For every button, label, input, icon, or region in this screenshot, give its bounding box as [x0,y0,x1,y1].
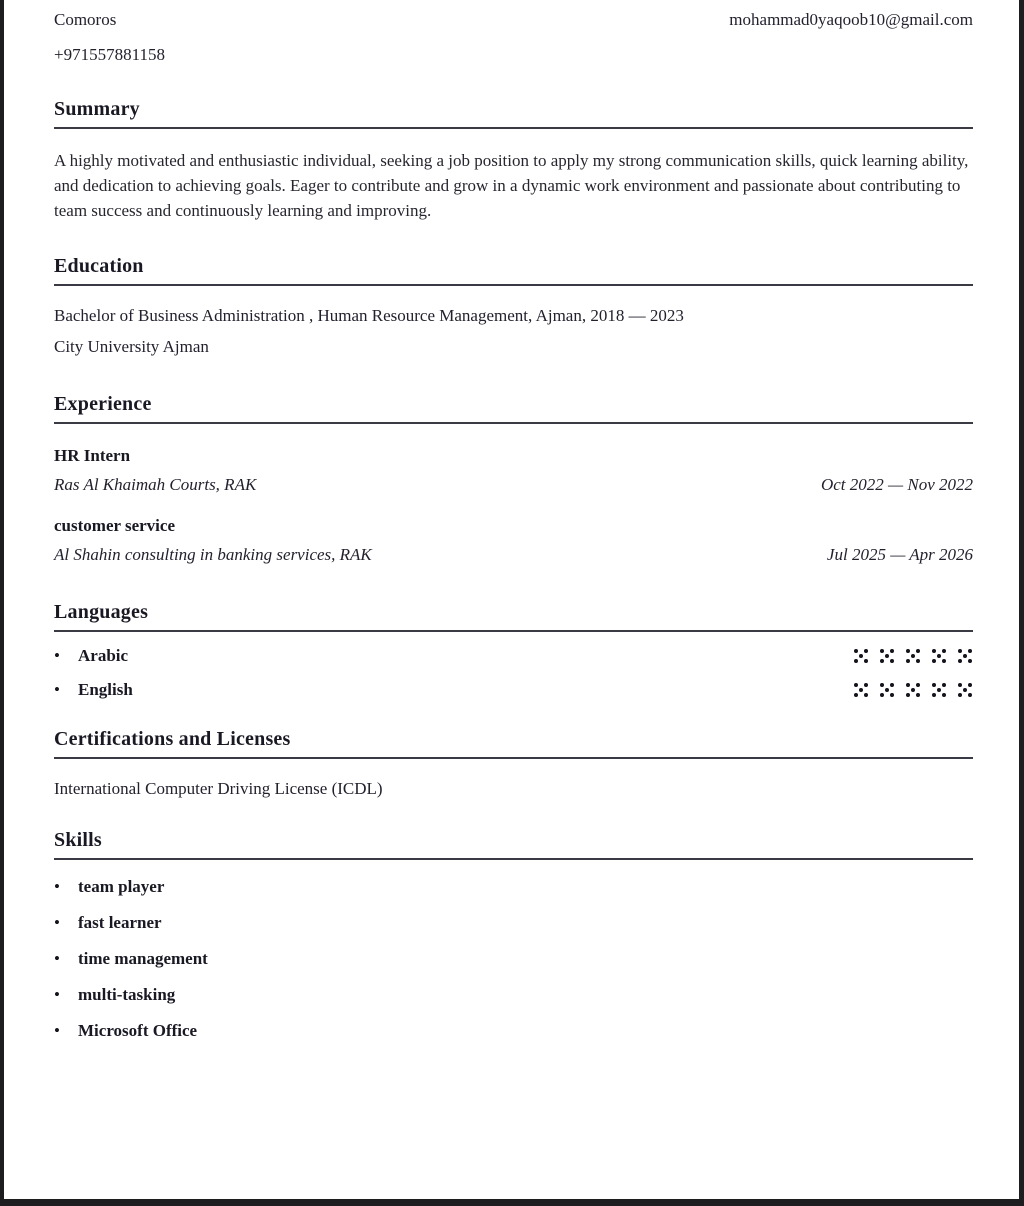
experience-item [54,516,973,565]
skill-label: team player [78,877,165,896]
experience-detail-row [54,475,973,495]
bullet-icon [54,1021,78,1041]
skill-item [54,1021,973,1041]
experience-dates: Jul 2025 — Apr 2026 [826,545,973,564]
section-title-skills: Skills [54,829,973,860]
contact-row [54,10,973,30]
rating-dot-cluster-icon [852,648,869,665]
language-name: Arabic [78,646,129,665]
skill-item [54,949,973,969]
certification-text: International Computer Driving License (ICDL) [54,779,383,798]
section-title-certifications: Certifications and Licenses [54,728,973,759]
section-title-education: Education [54,255,973,286]
section-title-experience: Experience [54,393,973,424]
bullet-icon [54,646,78,666]
skills-list [54,877,973,1041]
rating-dot-cluster-icon [878,682,895,699]
contact-email: mohammad0yaqoob10@gmail.com [729,10,973,29]
skill-label: fast learner [78,913,162,932]
contact-phone: +971557881158 [54,45,165,64]
language-item [54,646,973,666]
rating-dot-cluster-icon [878,648,895,665]
experience-org: Ras Al Khaimah Courts, RAK [54,475,257,494]
contact-location: Comoros [54,10,117,29]
education-school: City University Ajman [54,337,209,356]
skill-label: Microsoft Office [78,1021,198,1040]
viewer-edge-bottom [0,1199,1024,1206]
rating-dot-cluster-icon [956,682,973,699]
experience-detail-row [54,545,973,565]
language-rating [843,648,973,665]
experience-role: HR Intern [54,446,131,465]
viewer-edge-right [1019,0,1024,1206]
bullet-icon [54,913,78,933]
section-title-languages: Languages [54,601,973,632]
skill-label: multi-tasking [78,985,176,1004]
rating-dot-cluster-icon [956,648,973,665]
viewer-edge-left [0,0,4,1206]
rating-dot-cluster-icon [930,648,947,665]
experience-item [54,446,973,495]
language-item [54,680,973,700]
experience-org: Al Shahin consulting in banking services, RAK [54,545,372,564]
education-degree-line: Bachelor of Business Administration , Human Resource Management, Ajman, 2018 — 2023 [54,306,684,325]
language-name: English [78,680,133,699]
skill-item [54,913,973,933]
bullet-icon [54,877,78,897]
skill-item [54,877,973,897]
section-title-summary: Summary [54,98,973,129]
summary-text: A highly motivated and enthusiastic individual, seeking a job position to apply my strong communication skills, quick learning ability, and dedication to achieving goals. Eager to contribute and grow in a dynamic work environment and passionate about contributing to team success and continuously learning and improving. [54,151,969,220]
rating-dot-cluster-icon [930,682,947,699]
rating-dot-cluster-icon [904,682,921,699]
bullet-icon [54,949,78,969]
experience-dates: Oct 2022 — Nov 2022 [820,475,973,494]
rating-dot-cluster-icon [852,682,869,699]
bullet-icon [54,680,78,700]
skill-label: time management [78,949,208,968]
experience-role: customer service [54,516,175,535]
rating-dot-cluster-icon [904,648,921,665]
language-rating [843,682,973,699]
bullet-icon [54,985,78,1005]
skill-item [54,985,973,1005]
